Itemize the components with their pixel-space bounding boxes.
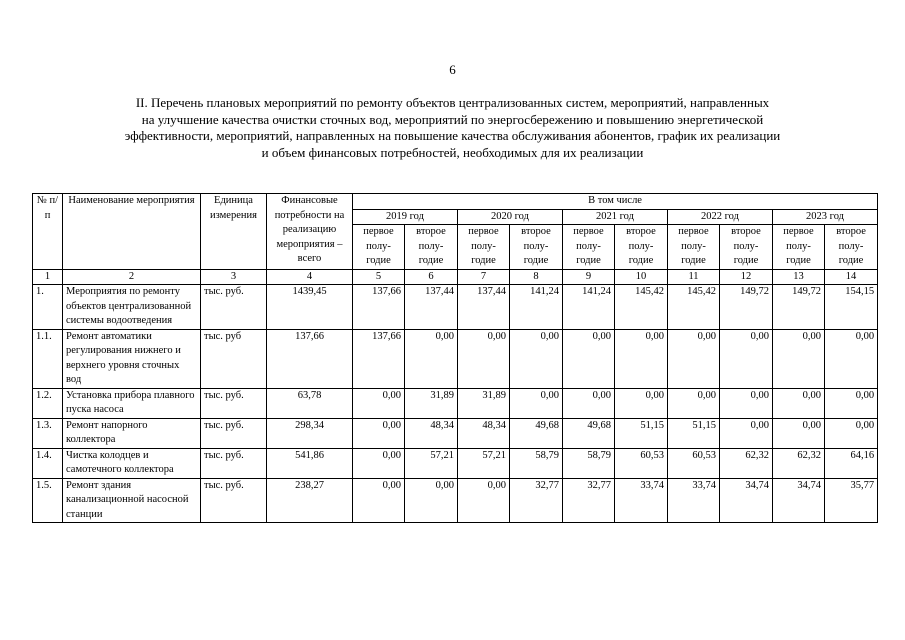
row-number: 1.1. [33, 329, 63, 388]
row-value: 0,00 [510, 329, 563, 388]
row-value: 0,00 [353, 478, 405, 523]
header-half-second: второе полу-годие [615, 225, 668, 270]
row-value: 137,44 [458, 285, 510, 330]
row-number: 1.3. [33, 418, 63, 448]
header-half-second: второе полу-годие [720, 225, 773, 270]
row-total: 541,86 [267, 448, 353, 478]
row-value: 0,00 [773, 418, 825, 448]
row-value: 0,00 [825, 388, 878, 418]
row-value: 62,32 [720, 448, 773, 478]
column-number: 4 [267, 269, 353, 285]
row-value: 49,68 [563, 418, 615, 448]
row-value: 137,44 [405, 285, 458, 330]
row-value: 57,21 [458, 448, 510, 478]
row-name: Чистка колодцев и самотечного коллектора [63, 448, 201, 478]
row-value: 33,74 [668, 478, 720, 523]
row-value: 154,15 [825, 285, 878, 330]
page-number: 6 [449, 62, 456, 77]
column-number: 9 [563, 269, 615, 285]
row-value: 51,15 [615, 418, 668, 448]
row-name: Ремонт здания канализационной насосной станции [63, 478, 201, 523]
table-row [33, 448, 878, 478]
row-value: 48,34 [405, 418, 458, 448]
row-name: Ремонт напорного коллектора [63, 418, 201, 448]
row-name: Ремонт автоматики регулирования нижнего и верхнего уровня сточных вод [63, 329, 201, 388]
header-year: 2020 год [458, 209, 563, 225]
row-number: 1. [33, 285, 63, 330]
table-row [33, 285, 878, 330]
column-number: 13 [773, 269, 825, 285]
row-value: 137,66 [353, 329, 405, 388]
row-value: 31,89 [458, 388, 510, 418]
table-row [33, 329, 878, 388]
row-value: 0,00 [563, 329, 615, 388]
header-half-first: первое полу-годие [773, 225, 825, 270]
row-value: 62,32 [773, 448, 825, 478]
header-half-first: первое полу-годие [353, 225, 405, 270]
row-unit: тыс. руб. [201, 478, 267, 523]
row-value: 48,34 [458, 418, 510, 448]
row-value: 0,00 [773, 388, 825, 418]
table-row [33, 478, 878, 523]
section-heading [40, 95, 865, 161]
table-row [33, 388, 878, 418]
column-number: 14 [825, 269, 878, 285]
column-number: 6 [405, 269, 458, 285]
row-value: 31,89 [405, 388, 458, 418]
row-value: 57,21 [405, 448, 458, 478]
plan-table [32, 193, 878, 523]
row-value: 0,00 [720, 329, 773, 388]
column-number: 1 [33, 269, 63, 285]
heading-line: II. Перечень плановых мероприятий по ремонту объектов централизованных систем, мероприятий, направленных [135, 95, 770, 110]
header-year: 2023 год [773, 209, 878, 225]
row-value: 0,00 [615, 329, 668, 388]
row-value: 0,00 [825, 329, 878, 388]
header-half-second: второе полу-годие [825, 225, 878, 270]
row-value: 149,72 [720, 285, 773, 330]
header-year: 2021 год [563, 209, 668, 225]
column-number: 3 [201, 269, 267, 285]
header-half-second: второе полу-годие [510, 225, 563, 270]
row-value: 58,79 [510, 448, 563, 478]
row-unit: тыс. руб. [201, 388, 267, 418]
column-number: 11 [668, 269, 720, 285]
header-half-first: первое полу-годие [668, 225, 720, 270]
row-unit: тыс. руб. [201, 418, 267, 448]
column-number: 8 [510, 269, 563, 285]
row-name: Мероприятия по ремонту объектов централизованной системы водоотведения [63, 285, 201, 330]
row-total: 63,78 [267, 388, 353, 418]
header-year: 2019 год [353, 209, 458, 225]
heading-line: на улучшение качества очистки сточных вод, мероприятий по энергосбережению и повышению энергетической [141, 111, 764, 127]
row-value: 60,53 [668, 448, 720, 478]
column-number: 2 [63, 269, 201, 285]
table-row [33, 418, 878, 448]
row-value: 0,00 [615, 388, 668, 418]
column-number: 7 [458, 269, 510, 285]
row-value: 51,15 [668, 418, 720, 448]
row-number: 1.5. [33, 478, 63, 523]
header-half-first: первое полу-годие [458, 225, 510, 270]
row-value: 0,00 [720, 418, 773, 448]
row-unit: тыс. руб. [201, 448, 267, 478]
heading-line: и объем финансовых потребностей, необходимых для их реализации [261, 144, 644, 160]
table-body [33, 285, 878, 523]
column-number-row [33, 269, 878, 285]
row-value: 33,74 [615, 478, 668, 523]
header-half-second: второе полу-годие [405, 225, 458, 270]
row-value: 0,00 [720, 388, 773, 418]
row-total: 238,27 [267, 478, 353, 523]
row-value: 0,00 [353, 448, 405, 478]
header-finance-total: Финансовые потребности на реализацию мероприятия – всего [267, 194, 353, 270]
row-number: 1.2. [33, 388, 63, 418]
row-unit: тыс. руб [201, 329, 267, 388]
row-value: 141,24 [563, 285, 615, 330]
row-value: 32,77 [510, 478, 563, 523]
column-number: 12 [720, 269, 773, 285]
row-value: 35,77 [825, 478, 878, 523]
header-unit: Единица измерения [201, 194, 267, 270]
header-no: № п/п [33, 194, 63, 270]
row-value: 49,68 [510, 418, 563, 448]
row-value: 141,24 [510, 285, 563, 330]
heading-line: эффективности, мероприятий, направленных на повышение качества обслуживания абонентов, график их реализации [124, 128, 781, 143]
row-value: 0,00 [825, 418, 878, 448]
row-value: 0,00 [353, 418, 405, 448]
row-value: 58,79 [563, 448, 615, 478]
header-half-first: первое полу-годие [563, 225, 615, 270]
row-value: 0,00 [405, 478, 458, 523]
row-number: 1.4. [33, 448, 63, 478]
row-total: 298,34 [267, 418, 353, 448]
row-value: 0,00 [458, 329, 510, 388]
column-number: 5 [353, 269, 405, 285]
row-total: 1439,45 [267, 285, 353, 330]
row-value: 64,16 [825, 448, 878, 478]
row-name: Установка прибора плавного пуска насоса [63, 388, 201, 418]
row-value: 34,74 [773, 478, 825, 523]
row-value: 32,77 [563, 478, 615, 523]
row-value: 34,74 [720, 478, 773, 523]
row-value: 145,42 [668, 285, 720, 330]
row-value: 0,00 [773, 329, 825, 388]
header-year: 2022 год [668, 209, 773, 225]
row-value: 0,00 [405, 329, 458, 388]
row-value: 137,66 [353, 285, 405, 330]
header-name: Наименование мероприятия [63, 194, 201, 270]
row-value: 0,00 [458, 478, 510, 523]
row-value: 60,53 [615, 448, 668, 478]
row-value: 0,00 [668, 388, 720, 418]
row-value: 0,00 [668, 329, 720, 388]
header-including: В том числе [353, 194, 878, 210]
row-value: 0,00 [563, 388, 615, 418]
column-number: 10 [615, 269, 668, 285]
row-total: 137,66 [267, 329, 353, 388]
row-value: 149,72 [773, 285, 825, 330]
row-value: 145,42 [615, 285, 668, 330]
row-value: 0,00 [353, 388, 405, 418]
row-value: 0,00 [510, 388, 563, 418]
row-unit: тыс. руб. [201, 285, 267, 330]
